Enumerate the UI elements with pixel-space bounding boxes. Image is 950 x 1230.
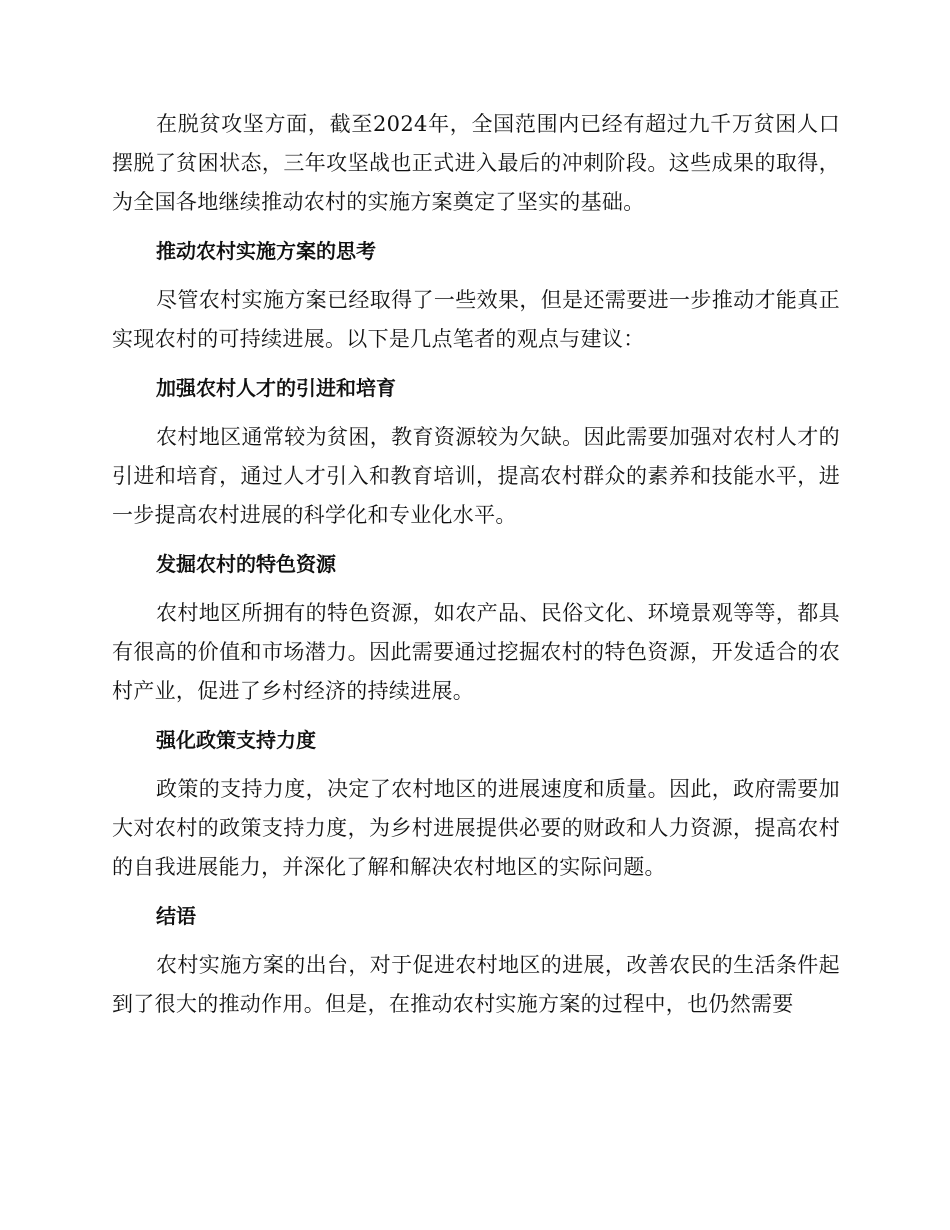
heading-resources: 发掘农村的特色资源 xyxy=(156,552,336,576)
paragraph-poverty-alleviation: 在脱贫攻坚方面，截至2024年，全国范围内已经有超过九千万贫困人口摆脱了贫困状态，三年攻坚战也正式进入最后的冲刺阶段。这些成果的取得，为全国各地继续推动农村的实施方案奠定了坚实的基础。 xyxy=(112,112,840,214)
heading-conclusion: 结语 xyxy=(156,904,196,928)
heading-reflections: 推动农村实施方案的思考 xyxy=(156,239,376,263)
paragraph-conclusion: 农村实施方案的出台，对于促进农村地区的进展，改善农民的生活条件起到了很大的推动作用。但是，在推动农村实施方案的过程中，也仍然需要 xyxy=(112,953,840,1016)
paragraph-resources: 农村地区所拥有的特色资源，如农产品、民俗文化、环境景观等等，都具有很高的价值和市场潜力。因此需要通过挖掘农村的特色资源，开发适合的农村产业，促进了乡村经济的持续进展。 xyxy=(112,601,840,703)
heading-policy: 强化政策支持力度 xyxy=(156,728,316,752)
paragraph-talent: 农村地区通常较为贫困，教育资源较为欠缺。因此需要加强对农村人才的引进和培育，通过人才引入和教育培训，提高农村群众的素养和技能水平，进一步提高农村进展的科学化和专业化水平。 xyxy=(112,425,840,527)
document-body xyxy=(112,105,840,1034)
heading-talent: 加强农村人才的引进和培育 xyxy=(156,376,396,400)
paragraph-policy: 政策的支持力度，决定了农村地区的进展速度和质量。因此，政府需要加大对农村的政策支持力度，为乡村进展提供必要的财政和人力资源，提高农村的自我进展能力，并深化了解和解决农村地区的实际问题。 xyxy=(112,777,840,879)
paragraph-reflections-intro: 尽管农村实施方案已经取得了一些效果，但是还需要进一步推动才能真正实现农村的可持续进展。以下是几点笔者的观点与建议： xyxy=(112,288,840,351)
